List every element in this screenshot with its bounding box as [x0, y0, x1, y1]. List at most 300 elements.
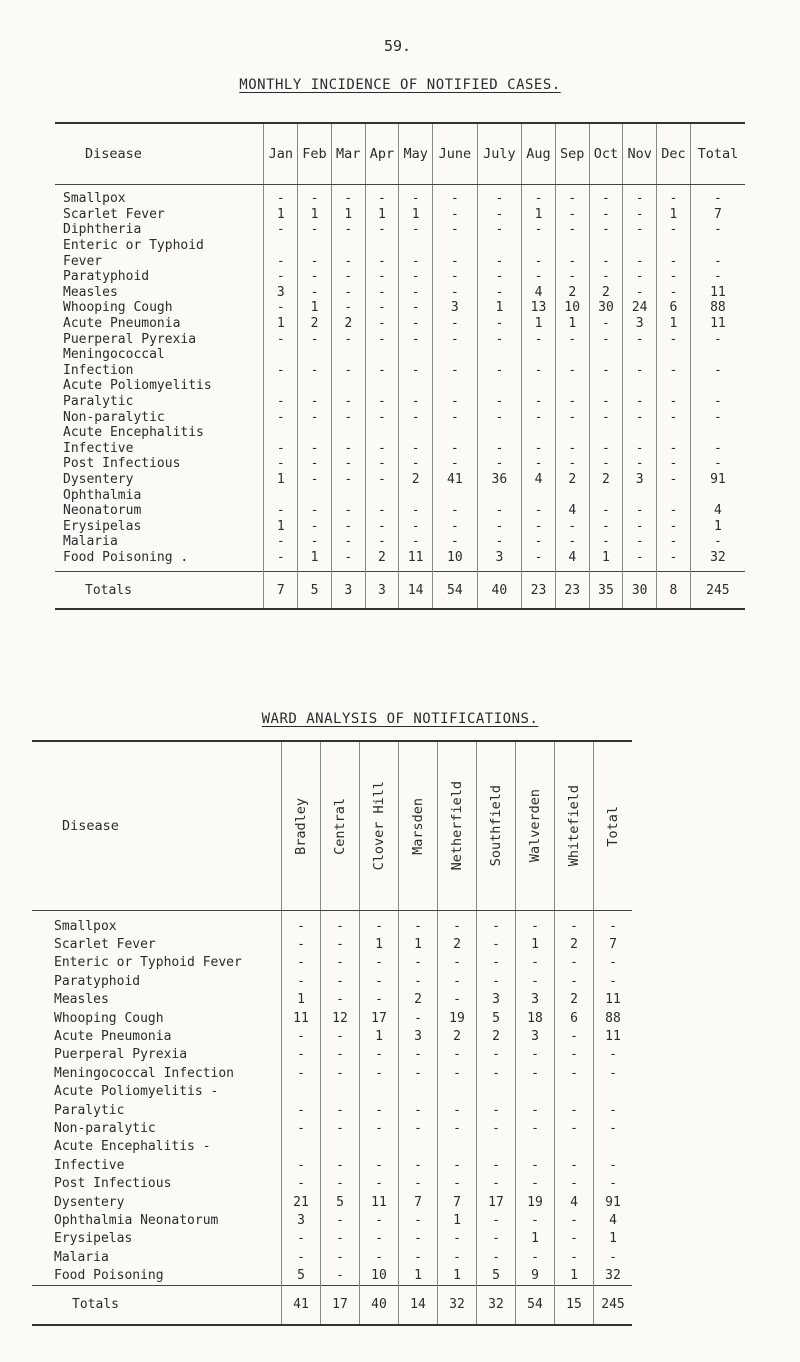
- cell-value: 1: [516, 935, 555, 953]
- month-column-header: Oct: [589, 123, 623, 185]
- cell-value: 88: [594, 1009, 633, 1027]
- cell-value: -: [331, 300, 365, 316]
- disease-name: Paralytic: [54, 1102, 125, 1118]
- cell-value: -: [399, 1156, 438, 1174]
- table-row: [55, 222, 745, 238]
- cell-value: -: [360, 991, 399, 1009]
- cell-value: -: [321, 1064, 360, 1082]
- cell-value: -: [522, 269, 556, 285]
- disease-name: Erysipelas: [54, 1231, 133, 1247]
- table-row: [55, 518, 745, 534]
- cell-value: -: [522, 409, 556, 425]
- table-row: [55, 238, 745, 254]
- table-row: [55, 378, 745, 394]
- cell-value: -: [516, 972, 555, 990]
- cell-value: -: [399, 441, 433, 457]
- cell-value: -: [298, 441, 332, 457]
- cell-value: 5: [321, 1193, 360, 1211]
- cell-value: 3: [282, 1211, 321, 1229]
- cell-value: 1: [522, 207, 556, 223]
- table-row: [55, 253, 745, 269]
- cell-value: [690, 238, 745, 254]
- cell-value: [264, 347, 298, 363]
- ward-column-header: [282, 741, 321, 911]
- cell-value: -: [589, 185, 623, 207]
- table-row: [32, 935, 632, 953]
- table-row: [32, 911, 632, 936]
- table-row: [32, 1266, 632, 1285]
- disease-name: Whooping Cough: [54, 1010, 164, 1026]
- cell-value: [282, 1138, 321, 1156]
- cell-value: 1: [298, 207, 332, 223]
- ward-column-header: [399, 741, 438, 911]
- disease-name: Acute Pneumonia: [63, 316, 181, 332]
- cell-value: [399, 1083, 438, 1101]
- cell-value: [298, 238, 332, 254]
- cell-value: 17: [360, 1009, 399, 1027]
- table-row: [32, 1193, 632, 1211]
- month-column-header: Sep: [555, 123, 589, 185]
- cell-value: -: [516, 1064, 555, 1082]
- ward-column-label: Netherfield: [449, 781, 465, 871]
- disease-name: Post Infectious: [63, 456, 181, 472]
- cell-value: [589, 425, 623, 441]
- cell-value: 24: [623, 300, 657, 316]
- cell-value: -: [594, 1046, 633, 1064]
- cell-value: -: [522, 518, 556, 534]
- table-row: [55, 269, 745, 285]
- totals-label: Totals: [32, 1285, 282, 1325]
- cell-value: -: [690, 185, 745, 207]
- cell-value: -: [365, 518, 399, 534]
- cell-value: [623, 347, 657, 363]
- cell-value: -: [321, 1174, 360, 1192]
- cell-value: -: [657, 472, 691, 488]
- cell-value: -: [360, 1101, 399, 1119]
- cell-value: -: [399, 316, 433, 332]
- cell-value: -: [365, 472, 399, 488]
- cell-value: -: [321, 1211, 360, 1229]
- cell-value: 2: [589, 472, 623, 488]
- cell-value: -: [321, 935, 360, 953]
- cell-value: 4: [522, 472, 556, 488]
- cell-value: [623, 487, 657, 503]
- total-value: 30: [623, 572, 657, 610]
- cell-value: [331, 425, 365, 441]
- cell-value: [594, 1083, 633, 1101]
- cell-value: -: [264, 456, 298, 472]
- cell-value: -: [331, 363, 365, 379]
- disease-name: Infection: [63, 362, 134, 378]
- ward-column-header: [555, 741, 594, 911]
- cell-value: -: [282, 1046, 321, 1064]
- cell-value: -: [623, 409, 657, 425]
- monthly-header-row: [55, 123, 745, 185]
- cell-value: 1: [264, 207, 298, 223]
- cell-value: -: [477, 1156, 516, 1174]
- cell-value: [477, 1083, 516, 1101]
- cell-value: -: [477, 1046, 516, 1064]
- cell-value: -: [298, 503, 332, 519]
- cell-value: -: [623, 534, 657, 550]
- cell-value: [477, 347, 522, 363]
- cell-value: -: [433, 409, 478, 425]
- cell-value: -: [399, 1248, 438, 1266]
- disease-name: Acute Pneumonia: [54, 1029, 172, 1045]
- cell-value: 1: [365, 207, 399, 223]
- cell-value: -: [399, 1230, 438, 1248]
- cell-value: -: [331, 331, 365, 347]
- table-row: [55, 441, 745, 457]
- disease-name: Ophthalmia: [63, 487, 142, 503]
- cell-value: -: [657, 363, 691, 379]
- cell-value: -: [282, 1101, 321, 1119]
- cell-value: -: [589, 394, 623, 410]
- cell-value: -: [264, 550, 298, 572]
- disease-name: Food Poisoning .: [63, 549, 189, 565]
- disease-name: Smallpox: [54, 918, 117, 934]
- total-value: 32: [438, 1285, 477, 1325]
- cell-value: 1: [555, 316, 589, 332]
- cell-value: -: [321, 911, 360, 936]
- cell-value: -: [399, 534, 433, 550]
- cell-value: -: [522, 185, 556, 207]
- cell-value: -: [589, 253, 623, 269]
- cell-value: 3: [264, 285, 298, 301]
- cell-value: 9: [516, 1266, 555, 1285]
- cell-value: 3: [399, 1027, 438, 1045]
- cell-value: [555, 238, 589, 254]
- cell-value: [360, 1083, 399, 1101]
- cell-value: -: [477, 363, 522, 379]
- table-row: [55, 425, 745, 441]
- cell-value: 3: [623, 472, 657, 488]
- cell-value: -: [331, 253, 365, 269]
- total-value: 23: [555, 572, 589, 610]
- cell-value: -: [399, 363, 433, 379]
- cell-value: -: [555, 222, 589, 238]
- cell-value: 2: [298, 316, 332, 332]
- cell-value: -: [623, 441, 657, 457]
- cell-value: -: [477, 1174, 516, 1192]
- cell-value: -: [360, 911, 399, 936]
- cell-value: 11: [690, 285, 745, 301]
- cell-value: -: [399, 331, 433, 347]
- cell-value: -: [477, 503, 522, 519]
- cell-value: 88: [690, 300, 745, 316]
- table-row: [32, 1027, 632, 1045]
- disease-name: Malaria: [63, 534, 118, 550]
- cell-value: 10: [433, 550, 478, 572]
- cell-value: -: [555, 1174, 594, 1192]
- cell-value: 1: [438, 1266, 477, 1285]
- cell-value: -: [438, 1064, 477, 1082]
- cell-value: 5: [477, 1266, 516, 1285]
- ward-column-label: Clover Hill: [371, 781, 387, 871]
- cell-value: [555, 347, 589, 363]
- cell-value: -: [433, 285, 478, 301]
- total-value: 54: [516, 1285, 555, 1325]
- cell-value: [331, 487, 365, 503]
- cell-value: -: [282, 1230, 321, 1248]
- cell-value: 19: [438, 1009, 477, 1027]
- cell-value: -: [438, 1101, 477, 1119]
- total-value: 40: [360, 1285, 399, 1325]
- cell-value: -: [522, 503, 556, 519]
- cell-value: -: [657, 185, 691, 207]
- cell-value: -: [589, 316, 623, 332]
- cell-value: -: [516, 1119, 555, 1137]
- cell-value: -: [331, 472, 365, 488]
- disease-name: Malaria: [54, 1249, 109, 1265]
- cell-value: 3: [516, 991, 555, 1009]
- cell-value: [477, 238, 522, 254]
- disease-name: Infective: [63, 440, 134, 456]
- cell-value: -: [365, 253, 399, 269]
- cell-value: -: [282, 954, 321, 972]
- cell-value: -: [438, 972, 477, 990]
- cell-value: -: [438, 1174, 477, 1192]
- table-row: [32, 1156, 632, 1174]
- cell-value: -: [321, 991, 360, 1009]
- cell-value: -: [399, 1174, 438, 1192]
- total-value: 245: [690, 572, 745, 610]
- cell-value: -: [477, 409, 522, 425]
- cell-value: -: [399, 269, 433, 285]
- cell-value: -: [657, 534, 691, 550]
- cell-value: -: [623, 253, 657, 269]
- cell-value: [298, 347, 332, 363]
- cell-value: -: [657, 518, 691, 534]
- cell-value: 11: [690, 316, 745, 332]
- table-row: [32, 1046, 632, 1064]
- cell-value: -: [477, 331, 522, 347]
- cell-value: -: [433, 363, 478, 379]
- cell-value: -: [438, 911, 477, 936]
- cell-value: [657, 238, 691, 254]
- disease-name: Enteric or Typhoid: [63, 238, 204, 254]
- cell-value: -: [589, 207, 623, 223]
- cell-value: 1: [264, 518, 298, 534]
- disease-name: Paratyphoid: [54, 973, 141, 989]
- cell-value: [594, 1138, 633, 1156]
- cell-value: -: [516, 1248, 555, 1266]
- cell-value: [522, 238, 556, 254]
- cell-value: -: [555, 1156, 594, 1174]
- cell-value: 2: [365, 550, 399, 572]
- cell-value: -: [516, 954, 555, 972]
- cell-value: -: [360, 1230, 399, 1248]
- cell-value: -: [690, 456, 745, 472]
- cell-value: -: [365, 285, 399, 301]
- cell-value: [516, 1083, 555, 1101]
- cell-value: -: [282, 1119, 321, 1137]
- cell-value: -: [365, 331, 399, 347]
- cell-value: [365, 378, 399, 394]
- total-value: 14: [399, 1285, 438, 1325]
- cell-value: -: [399, 394, 433, 410]
- cell-value: 1: [298, 550, 332, 572]
- cell-value: -: [298, 253, 332, 269]
- cell-value: [477, 487, 522, 503]
- cell-value: 41: [433, 472, 478, 488]
- ward-header-row: [32, 741, 632, 911]
- cell-value: -: [555, 972, 594, 990]
- cell-value: [298, 378, 332, 394]
- cell-value: 7: [690, 207, 745, 223]
- cell-value: 21: [282, 1193, 321, 1211]
- cell-value: -: [282, 1064, 321, 1082]
- cell-value: -: [399, 972, 438, 990]
- cell-value: [399, 378, 433, 394]
- cell-value: -: [690, 441, 745, 457]
- cell-value: -: [321, 1046, 360, 1064]
- total-value: 8: [657, 572, 691, 610]
- cell-value: -: [321, 1230, 360, 1248]
- cell-value: 1: [438, 1211, 477, 1229]
- cell-value: -: [321, 1027, 360, 1045]
- ward-column-label: Total: [605, 805, 621, 847]
- cell-value: -: [589, 269, 623, 285]
- cell-value: -: [477, 518, 522, 534]
- cell-value: -: [433, 269, 478, 285]
- disease-name: Dysentery: [54, 1194, 125, 1210]
- cell-value: -: [477, 253, 522, 269]
- cell-value: [433, 425, 478, 441]
- cell-value: -: [594, 1064, 633, 1082]
- month-column-header: Mar: [331, 123, 365, 185]
- cell-value: 4: [594, 1211, 633, 1229]
- cell-value: 1: [264, 316, 298, 332]
- disease-name: Paratyphoid: [63, 269, 150, 285]
- cell-value: -: [589, 456, 623, 472]
- cell-value: -: [477, 269, 522, 285]
- cell-value: 1: [264, 472, 298, 488]
- total-value: 35: [589, 572, 623, 610]
- cell-value: -: [623, 331, 657, 347]
- cell-value: -: [623, 456, 657, 472]
- table-row: [32, 1248, 632, 1266]
- cell-value: -: [477, 207, 522, 223]
- cell-value: [555, 1138, 594, 1156]
- ward-column-label: Whitefield: [566, 785, 582, 867]
- total-value: 15: [555, 1285, 594, 1325]
- cell-value: -: [555, 1248, 594, 1266]
- cell-value: -: [331, 409, 365, 425]
- cell-value: -: [298, 472, 332, 488]
- cell-value: 7: [399, 1193, 438, 1211]
- cell-value: [360, 1138, 399, 1156]
- month-column-header: Jan: [264, 123, 298, 185]
- cell-value: -: [594, 954, 633, 972]
- cell-value: -: [399, 954, 438, 972]
- cell-value: -: [360, 954, 399, 972]
- cell-value: -: [438, 1046, 477, 1064]
- cell-value: 2: [438, 1027, 477, 1045]
- cell-value: [589, 238, 623, 254]
- table-row: [55, 550, 745, 572]
- table-row: [32, 1009, 632, 1027]
- cell-value: 1: [690, 518, 745, 534]
- cell-value: 1: [657, 207, 691, 223]
- cell-value: [522, 487, 556, 503]
- disease-name: Acute Poliomyelitis -: [54, 1084, 219, 1100]
- cell-value: -: [555, 1064, 594, 1082]
- disease-name: Erysipelas: [63, 518, 142, 534]
- cell-value: -: [321, 1248, 360, 1266]
- cell-value: -: [623, 550, 657, 572]
- cell-value: -: [331, 550, 365, 572]
- total-value: 14: [399, 572, 433, 610]
- cell-value: -: [298, 222, 332, 238]
- total-value: 23: [522, 572, 556, 610]
- cell-value: -: [282, 1027, 321, 1045]
- table-row: [55, 316, 745, 332]
- cell-value: -: [298, 518, 332, 534]
- cell-value: [657, 378, 691, 394]
- cell-value: [282, 1083, 321, 1101]
- cell-value: -: [477, 185, 522, 207]
- cell-value: [690, 487, 745, 503]
- cell-value: [438, 1083, 477, 1101]
- disease-column-header: Disease: [55, 123, 264, 185]
- cell-value: 1: [399, 207, 433, 223]
- month-column-header: Total: [690, 123, 745, 185]
- cell-value: -: [477, 954, 516, 972]
- table-row: [55, 472, 745, 488]
- cell-value: 5: [282, 1266, 321, 1285]
- cell-value: -: [399, 1046, 438, 1064]
- cell-value: -: [399, 222, 433, 238]
- cell-value: [264, 487, 298, 503]
- table-row: [55, 487, 745, 503]
- cell-value: -: [282, 935, 321, 953]
- cell-value: [477, 425, 522, 441]
- cell-value: [522, 425, 556, 441]
- cell-value: [264, 425, 298, 441]
- cell-value: -: [594, 1174, 633, 1192]
- cell-value: -: [516, 1211, 555, 1229]
- disease-name: Acute Encephalitis -: [54, 1139, 211, 1155]
- cell-value: -: [438, 991, 477, 1009]
- cell-value: -: [433, 518, 478, 534]
- cell-value: -: [477, 1101, 516, 1119]
- cell-value: 2: [438, 935, 477, 953]
- cell-value: [433, 238, 478, 254]
- cell-value: -: [477, 441, 522, 457]
- cell-value: 7: [594, 935, 633, 953]
- cell-value: 11: [282, 1009, 321, 1027]
- month-column-header: June: [433, 123, 478, 185]
- cell-value: -: [399, 911, 438, 936]
- cell-value: -: [433, 394, 478, 410]
- cell-value: -: [589, 503, 623, 519]
- cell-value: 11: [399, 550, 433, 572]
- cell-value: -: [399, 1101, 438, 1119]
- cell-value: [321, 1083, 360, 1101]
- cell-value: -: [298, 394, 332, 410]
- total-value: 17: [321, 1285, 360, 1325]
- cell-value: -: [522, 253, 556, 269]
- cell-value: 1: [360, 935, 399, 953]
- cell-value: -: [657, 394, 691, 410]
- table-row: [55, 409, 745, 425]
- cell-value: -: [516, 1174, 555, 1192]
- cell-value: -: [365, 269, 399, 285]
- cell-value: -: [555, 394, 589, 410]
- cell-value: -: [438, 954, 477, 972]
- cell-value: -: [321, 954, 360, 972]
